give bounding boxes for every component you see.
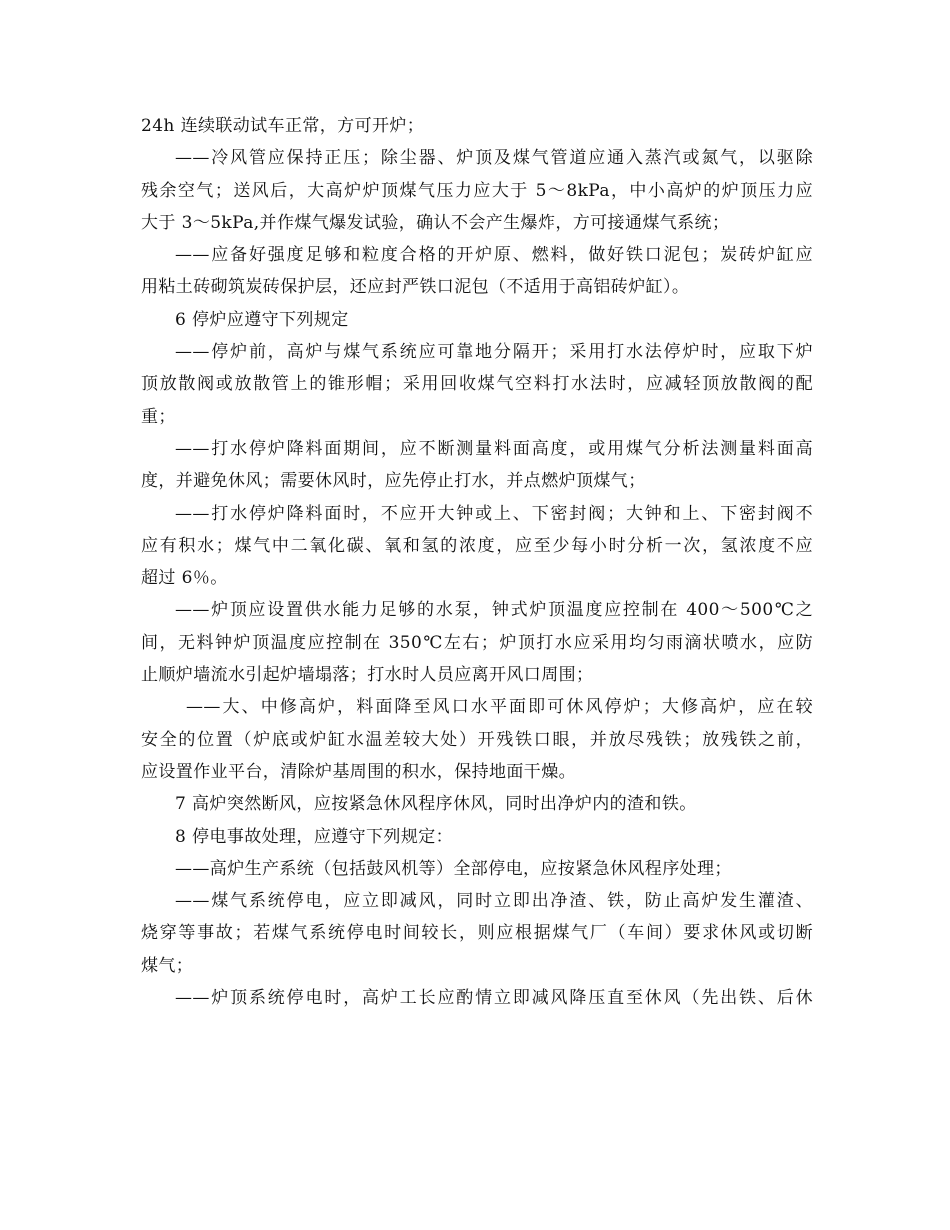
- text-line: 安全的位置（炉底或炉缸水温差较大处）开残铁口眼，并放尽残铁；放残铁之前，: [141, 729, 813, 750]
- text-line: ——炉顶应设置供水能力足够的水泵，钟式炉顶温度应控制在 400～500℃之: [175, 600, 813, 621]
- text-line: 煤气；: [141, 955, 194, 976]
- section-heading: 8 停电事故处理，应遵守下列规定：: [175, 826, 454, 847]
- text-line: ——停炉前，高炉与煤气系统应可靠地分隔开；采用打水法停炉时，应取下炉: [175, 342, 813, 363]
- text-line: 止顺炉墙流水引起炉墙塌落；打水时人员应离开风口周围；: [141, 665, 594, 686]
- text-line: ——冷风管应保持正压；除尘器、炉顶及煤气管道应通入蒸汽或氮气，以驱除: [175, 148, 813, 169]
- text-line: ——煤气系统停电，应立即减风，同时立即出净渣、铁，防止高炉发生灌渣、: [175, 891, 813, 912]
- text-line: 顶放散阀或放散管上的锥形帽；采用回收煤气空料打水法时，应减轻顶放散阀的配: [141, 374, 813, 395]
- section-heading: 7 高炉突然断风，应按紧急休风程序休风，同时出净炉内的渣和铁。: [175, 794, 697, 815]
- text-line: ——炉顶系统停电时，高炉工长应酌情立即减风降压直至休风（先出铁、后休: [175, 988, 813, 1009]
- text-line: ——应备好强度足够和粒度合格的开炉原、燃料，做好铁口泥包；炭砖炉缸应: [175, 245, 813, 266]
- text-line: 应有积水；煤气中二氧化碳、氧和氢的浓度，应至少每小时分析一次，氢浓度不应: [141, 535, 813, 556]
- text-line: 超过 6％。: [141, 568, 228, 589]
- text-line: 大于 3～5kPa,并作煤气爆发试验，确认不会产生爆炸，方可接通煤气系统；: [141, 212, 730, 233]
- text-line: 24h 连续联动试车正常，方可开炉；: [141, 116, 425, 136]
- text-line: 重；: [141, 406, 176, 427]
- text-line: 度，并避免休风；需要休风时，应先停止打水，并点燃炉顶煤气；: [141, 471, 646, 492]
- section-heading: 6 停炉应遵守下列规定: [175, 309, 349, 330]
- text-line: 间，无料钟炉顶温度应控制在 350℃左右；炉顶打水应采用均匀雨滴状喷水，应防: [141, 632, 813, 653]
- text-line: 烧穿等事故；若煤气系统停电时间较长，则应根据煤气厂（车间）要求休风或切断: [141, 923, 813, 944]
- document-body: [141, 110, 813, 1014]
- text-line: 应设置作业平台，清除炉基周围的积水，保持地面干燥。: [141, 761, 576, 782]
- text-line: 用粘土砖砌筑炭砖保护层，还应封严铁口泥包（不适用于高铝砖炉缸）。: [141, 277, 690, 298]
- text-line: ——打水停炉降料面期间，应不断测量料面高度，或用煤气分析法测量料面高: [175, 438, 813, 459]
- text-line: ——打水停炉降料面时，不应开大钟或上、下密封阀；大钟和上、下密封阀不: [175, 503, 813, 524]
- text-line: ——大、中修高炉，料面降至风口水平面即可休风停炉；大修高炉，应在较: [186, 697, 813, 718]
- text-line: ——高炉生产系统（包括鼓风机等）全部停电，应按紧急休风程序处理；: [175, 858, 732, 879]
- text-line: 残余空气；送风后，大高炉炉顶煤气压力应大于 5～8kPa，中小高炉的炉顶压力应: [141, 180, 813, 201]
